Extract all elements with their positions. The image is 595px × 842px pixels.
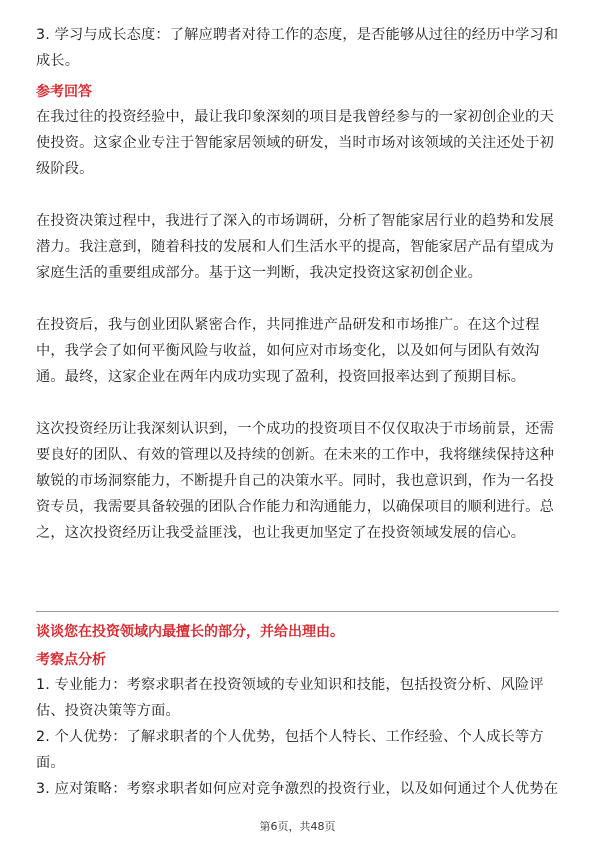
next-question-section bbox=[36, 620, 559, 802]
analysis-item-1: 1. 专业能力：考察求职者在投资领域的专业知识和技能，包括投资分析、风险评估、投资决策等方面。 bbox=[36, 677, 544, 719]
answer-paragraph-3: 在投资后，我与创业团队紧密合作，共同推进产品研发和市场推广。在这个过程中，我学会了如何平衡风险与收益，如何应对市场变化，以及如何与团队有效沟通。最终，这家企业在两年内成功实现了盈利，投资回报率达到了预期目标。 bbox=[36, 317, 540, 385]
answer-paragraph-1: 在我过往的投资经验中，最让我印象深刻的项目是我曾经参与的一家初创企业的天使投资。这家企业专注于智能家居领域的研发，当时市场对该领域的关注还处于初级阶段。 bbox=[36, 109, 554, 177]
analysis-heading: 考察点分析 bbox=[36, 652, 106, 668]
answer-paragraph-2: 在投资决策过程中，我进行了深入的市场调研，分析了智能家居行业的趋势和发展潜力。我注意到，随着科技的发展和人们生活水平的提高，智能家居产品有望成为家庭生活的重要组成部分。基于这一判断，我决定投资这家初创企业。 bbox=[36, 213, 554, 281]
reference-answer-heading: 参考回答 bbox=[36, 84, 92, 100]
assessment-item-3: 3. 学习与成长态度：了解应聘者对待工作的态度，是否能够从过往的经历中学习和成长。 bbox=[36, 27, 559, 69]
answer-paragraph-4: 这次投资经历让我深刻认识到，一个成功的投资项目不仅仅取决于市场前景，还需要良好的团队、有效的管理以及持续的创新。在未来的工作中，我将继续保持这种敏锐的市场洞察能力，不断提升自己的决策水平。同时，我也意识到，作为一名投资专员，我需要具备较强的团队合作能力和沟通能力，以确保项目的顺利进行。总之，这次投资经历让我受益匪浅，也让我更加坚定了在投资领域发展的信心。 bbox=[36, 421, 554, 541]
analysis-item-2: 2. 个人优势：了解求职者的个人优势，包括个人特长、工作经验、个人成长等方面。 bbox=[36, 729, 544, 771]
analysis-item-3: 3. 应对策略：考察求职者如何应对竞争激烈的投资行业，以及如何通过个人优势在 bbox=[36, 781, 559, 797]
question-title: 谈谈您在投资领域内最擅长的部分，并给出理由。 bbox=[36, 624, 344, 640]
section-divider bbox=[36, 611, 559, 612]
page-number: 第6页，共48页 bbox=[259, 820, 336, 833]
document-page bbox=[36, 22, 559, 546]
